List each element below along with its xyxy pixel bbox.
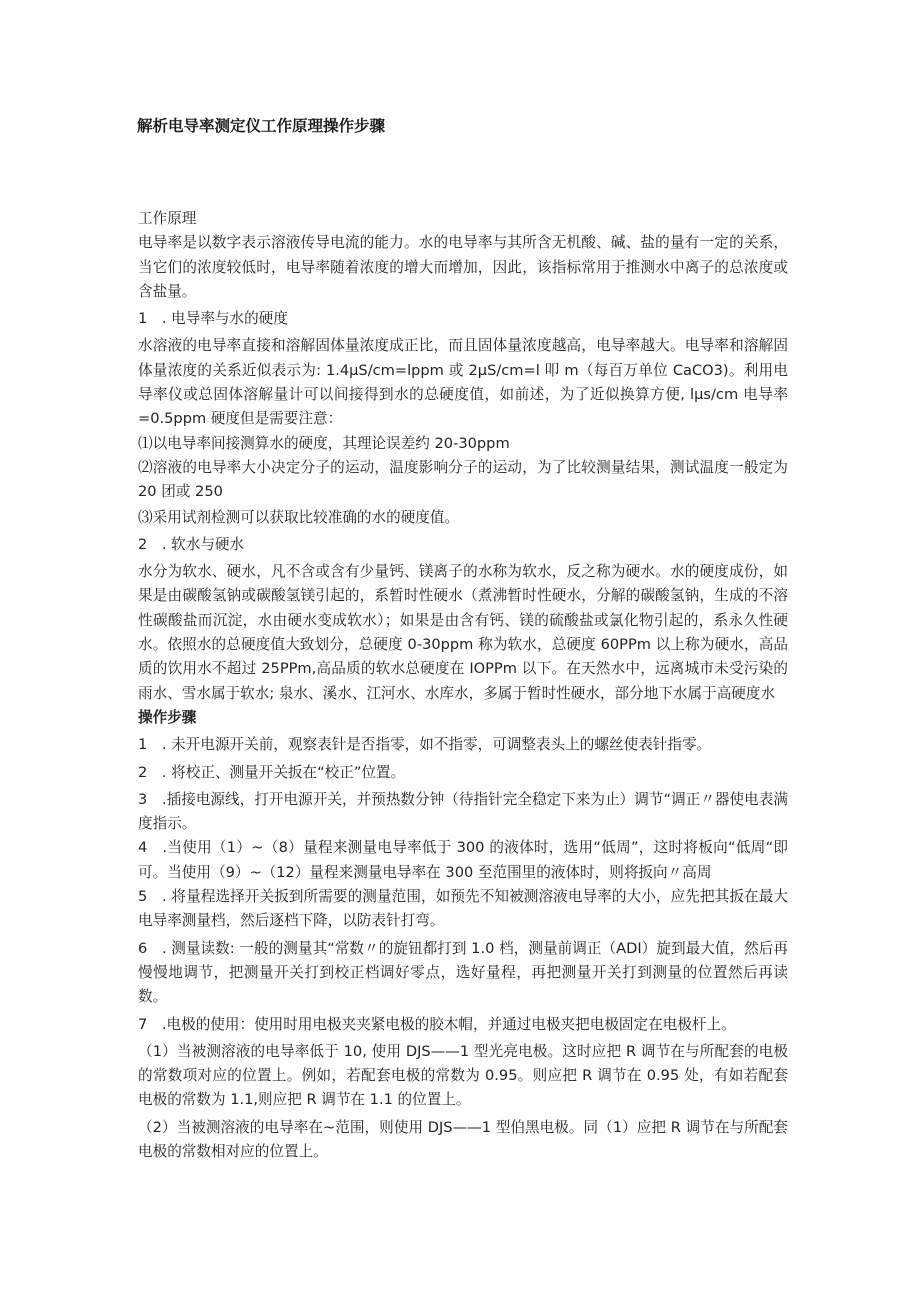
step-7: 7 .电极的使用：使用时用电极夹夹紧电极的胶木帽，并通过电极夹把电极固定在电极杆上。 <box>138 1015 736 1033</box>
list-item-note-3: ⑶采用试剂检测可以获取比较准确的水的硬度值。 <box>138 508 460 526</box>
step-7-sub-1: （1）当被测溶液的电导率低于 10, 使用 DJS——1 型光亮电极。这时应把 R 调节在与所配套的电极的常数项对应的位置上。例如，若配套电极的常数为 0.95。则应把 R 调节在 0.95 处，有如若配套电极的常数为 1.1,则应把 R 调节在 1.1 的位置上。 <box>138 1042 788 1109</box>
list-item-note-2: ⑵溶液的电导率大小决定分子的运动，温度影响分子的运动，为了比较测量结果，测试温度一般定为 20 团或 250 <box>138 458 788 501</box>
step-6: 6 . 测量读数: 一般的测量其“常数〃的旋钮都打到 1.0 档，测量前调正（ADI）旋到最大值，然后再慢慢地调节，把测量开关打到校正档调好零点，选好量程，再把测量开关打到测量的位置然后再读数。 <box>138 939 788 1006</box>
subheading-soft-hard-water: 2 . 软水与硬水 <box>138 535 245 553</box>
step-1: 1 . 未开电源开关前，观察表针是否指零，如不指零，可调整表头上的螺丝使表针指零。 <box>138 736 712 754</box>
step-4: 4 .当使用（1）~（8）量程来测量电导率低于 300 的液体时，选用“低周”，这时将板向“低周“即可。当使用（9）~（12）量程来测量电导率在 300 至范围里的液体时，则将扳向〃高周 <box>138 839 788 881</box>
paragraph-intro: 电导率是以数字表示溶液传导电流的能力。水的电导率与其所含无机酸、碱、盐的量有一定的关系，当它们的浓度较低时，电导率随着浓度的增大而增加，因此，该指标常用于推测水中离子的总浓度或含盐量。 <box>138 234 788 300</box>
step-7-sub-2: （2）当被测溶液的电导率在~范围，则使用 DJS——1 型伯黑电极。同（1）应把 R 调节在与所配套电极的常数相对应的位置上。 <box>138 1118 788 1160</box>
paragraph-conductivity-hardness: 水溶液的电导率直接和溶解固体量浓度成正比，而且固体量浓度越高，电导率越大。电导率和溶解固体量浓度的关系近似表示为: 1.4μS/cm=lppm 或 2μS/cm=l 叩 m（每百万单位 CaCO3)。利用电导率仪或总固体溶解量计可以间接得到水的总硬度值，如前述，为了近似换算方便, lμs/cm 电导率=0.5ppm 硬度但是需要注意： <box>138 337 788 428</box>
paragraph-soft-hard-water: 水分为软水、硬水，凡不含或含有少量钙、镁离子的水称为软水，反之称为硬水。水的硬度成份，如果是由碳酸氢钠或碳酸氢镁引起的，系暂时性硬水（煮沸暂时性硬水，分解的碳酸氢钠，生成的不溶性碳酸盐而沉淀，水由硬水变成软水）；如果是由含有钙、镁的硫酸盐或氯化物引起的，系永久性硬水。依照水的总硬度值大致划分，总硬度 0-30ppm 称为软水，总硬度 60PPm 以上称为硬水，高品质的饮用水不超过 25PPm,高品质的软水总硬度在 IOPPm 以下。在天然水中，远离城市未受污染的雨水、雪水属于软水; 泉水、溪水、江河水、水库水，多属于暂时性硬水，部分地下水属于高硬度水 <box>138 563 788 702</box>
section-heading-working-principle: 工作原理 <box>138 210 197 227</box>
document-title: 解析电导率测定仪工作原理操作步骤 <box>137 117 386 135</box>
subheading-conductivity-hardness: 1 . 电导率与水的硬度 <box>138 310 288 328</box>
list-item-note-1: ⑴以电导率间接测算水的硬度，其理论误差约 20-30ppm <box>138 434 510 452</box>
section-heading-operation-steps: 操作步骤 <box>138 708 197 726</box>
step-2: 2 . 将校正、测量开关扳在“校正”位置。 <box>138 763 406 781</box>
step-3: 3 .插接电源线，打开电源开关，并预热数分钟（待指针完全稳定下来为止）调节“调正〃器使电表满度指示。 <box>138 790 788 833</box>
step-5: 5 . 将量程选择开关扳到所需要的测量范围，如预先不知被测溶液电导率的大小，应先把其扳在最大电导率测量档，然后逐档下降，以防表针打弯。 <box>138 888 788 930</box>
document-body <box>138 207 788 1164</box>
